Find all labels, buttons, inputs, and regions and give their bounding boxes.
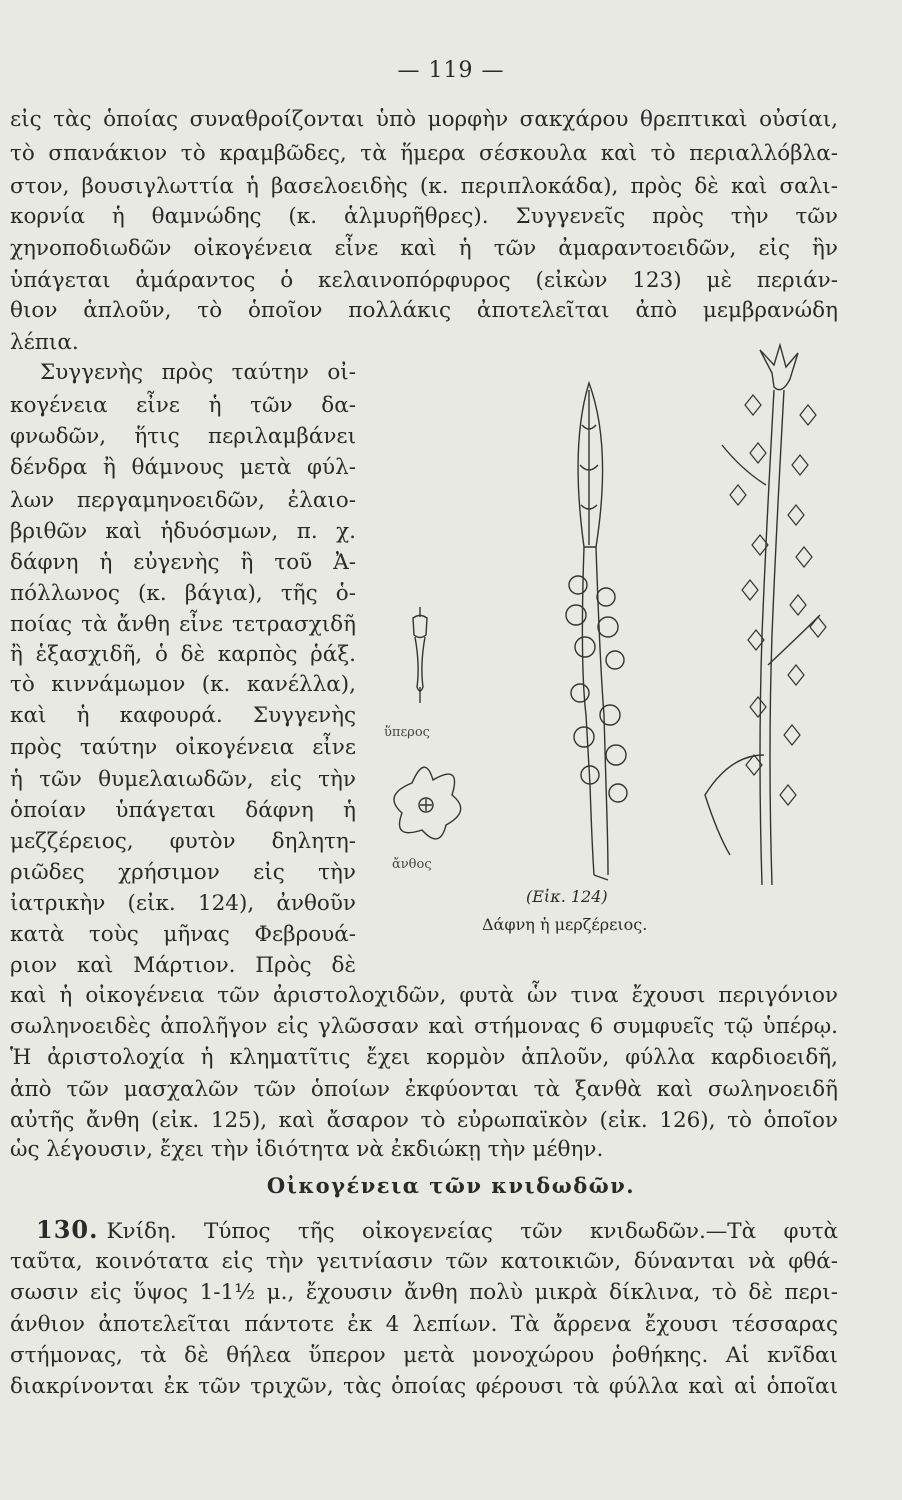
text-line: καὶ ἡ καφουρά. Συγγενὴς xyxy=(10,703,356,728)
text-line: ταῦτα, κοινότατα εἰς τὴν γειτνίασιν τῶν κατοικιῶν, δύνανται νὰ φθά- xyxy=(10,1249,838,1274)
text-line: σωληνοειδὲς ἀπολῆγον εἰς γλῶσσαν καὶ στήμονας 6 συμφυεῖς τῷ ὑπέρῳ. xyxy=(10,1014,838,1039)
text-line: ὁποίαν ὑπάγεται δάφνη ἡ xyxy=(10,798,356,823)
text-line: ἀπὸ τῶν μασχαλῶν τῶν ὁποίων ἐκφύονται τὰ ξανθὰ καὶ σωληνοειδῆ xyxy=(10,1077,838,1102)
text-line: πόλλωνος (κ. βάγια), τῆς ὁ- xyxy=(10,581,356,606)
flowering-branch-drawing xyxy=(705,345,826,885)
figure-124 xyxy=(370,335,850,955)
text-line: ἢ ἑξασχιδῆ, ὁ δὲ καρπὸς ῥάξ. xyxy=(10,642,356,667)
section-lead: Κνίδη. Τύπος τῆς οἰκογενείας τῶν κνιδωδῶν.—Τὰ φυτὰ xyxy=(106,1219,838,1244)
text-line: Συγγενὴς πρὸς ταύτην οἰ- xyxy=(40,360,356,385)
text-line: μεζζέρειος, φυτὸν δηλητη- xyxy=(10,829,356,854)
daphne-illustration xyxy=(370,335,850,955)
section-first-line xyxy=(36,1213,838,1249)
text-line: λέπια. xyxy=(10,330,79,355)
text-line: λων περγαμηνοειδῶν, ἐλαιο- xyxy=(10,488,356,513)
flower-drawing xyxy=(394,767,461,839)
text-line: ποίας τὰ ἄνθη εἶνε τετρασχιδῆ xyxy=(10,612,356,637)
text-line: κατὰ τοὺς μῆνας Φεβρουά- xyxy=(10,922,356,947)
text-line: τὸ σπανάκιον τὸ κραμβῶδες, τὰ ἥμερα σέσκουλα καὶ τὸ περιαλλόβλα- xyxy=(10,141,838,166)
text-line: βριθῶν καὶ ἡδυόσμων, π. χ. xyxy=(10,519,356,544)
text-line: ριῶδες χρήσιμον εἰς τὴν xyxy=(10,860,356,885)
text-line: Ἡ ἀριστολοχία ἡ κληματῖτις ἔχει κορμὸν ἁπλοῦν, φύλλα καρδιοειδῆ, xyxy=(10,1045,838,1070)
text-line: φνωδῶν, ἥτις περιλαμβάνει xyxy=(10,424,356,449)
text-line: ὑπάγεται ἀμάραντος ὁ κελαινοπόρφυρος (εἰκὼν 123) μὲ περιάν- xyxy=(10,268,838,293)
page-number: — 119 — xyxy=(397,58,505,83)
text-line: εἰς τὰς ὁποίας συναθροίζονται ὑπὸ μορφὴν σακχάρου θρεπτικαὶ οὐσίαι, xyxy=(10,107,838,132)
text-line: στον, βουσιγλωττία ἡ βασελοειδὴς (κ. περιπλοκάδα), πρὸς δὲ καὶ σαλι- xyxy=(10,174,838,199)
text-line: θιον ἁπλοῦν, τὸ ὁποῖον πολλάκις ἀποτελεῖται ἀπὸ μεμβρανώδη xyxy=(10,298,838,323)
text-line: πρὸς ταύτην οἰκογένεια εἶνε xyxy=(10,735,356,760)
section-number: 130. xyxy=(36,1215,99,1244)
fruiting-branch-drawing xyxy=(566,383,627,880)
text-line: δένδρα ἢ θάμνους μετὰ φύλ- xyxy=(10,455,356,480)
section-heading: Οἰκογένεια τῶν κνιδωδῶν. xyxy=(266,1173,636,1198)
text-line: ἰατρικὴν (εἰκ. 124), ἀνθοῦν xyxy=(10,891,356,916)
figure-caption-name: Δάφνη ἡ μερζέρειος. xyxy=(482,915,648,934)
text-line: χηνοποδιωδῶν οἰκογένεια εἶνε καὶ ἡ τῶν ἀμαραντοειδῶν, εἰς ἣν xyxy=(10,236,838,261)
label-pistil: ὕπερος xyxy=(384,725,430,740)
text-line: καὶ ἡ οἰκογένεια τῶν ἀριστολοχιδῶν, φυτὰ ὧν τινα ἔχουσι περιγόνιον xyxy=(10,983,838,1008)
text-line: ἡ τῶν θυμελαιωδῶν, εἰς τὴν xyxy=(10,767,356,792)
text-line: κορνία ἡ θαμνώδης (κ. ἁλμυρῆθρες). Συγγενεῖς πρὸς τὴν τῶν xyxy=(10,204,838,229)
text-line: τὸ κιννάμωμον (κ. κανέλλα), xyxy=(10,672,356,697)
figure-caption-number: (Εἰκ. 124) xyxy=(526,887,608,906)
text-line: αὐτῆς ἄνθη (εἰκ. 125), καὶ ἄσαρον τὸ εὐρωπαϊκὸν (εἰκ. 126), τὸ ὁποῖον xyxy=(10,1108,838,1133)
text-line: διακρίνονται ἐκ τῶν τριχῶν, τὰς ὁποίας φέρουσι τὰ φύλλα καὶ αἱ ὁποῖαι xyxy=(10,1374,838,1399)
text-line: ριον καὶ Μάρτιον. Πρὸς δὲ xyxy=(10,953,356,978)
text-line: δάφνη ἡ εὐγενὴς ἢ τοῦ Ἀ- xyxy=(10,550,356,575)
text-line: ὡς λέγουσιν, ἔχει τὴν ἰδιότητα νὰ ἐκδιώκῃ τὴν μέθην. xyxy=(10,1137,604,1162)
text-line: σωσιν εἰς ὕψος 1-1½ μ., ἔχουσιν ἄνθη πολὺ μικρὰ δίκλινα, τὸ δὲ περι- xyxy=(10,1280,838,1305)
label-flower: ἄνθος xyxy=(392,857,432,872)
text-line: άνθιον ἀποτελεῖται πάντοτε ἐκ 4 λεπίων. Τὰ ἄρρενα ἔχουσι τέσσαρας xyxy=(10,1312,838,1337)
text-line: κογένεια εἶνε ἡ τῶν δα- xyxy=(10,393,356,418)
pistil-drawing xyxy=(413,607,427,703)
text-line: στήμονας, τὰ δὲ θήλεα ὕπερον μετὰ μονοχώρου ῥοθήκης. Αἱ κνῖδαι xyxy=(10,1343,838,1368)
